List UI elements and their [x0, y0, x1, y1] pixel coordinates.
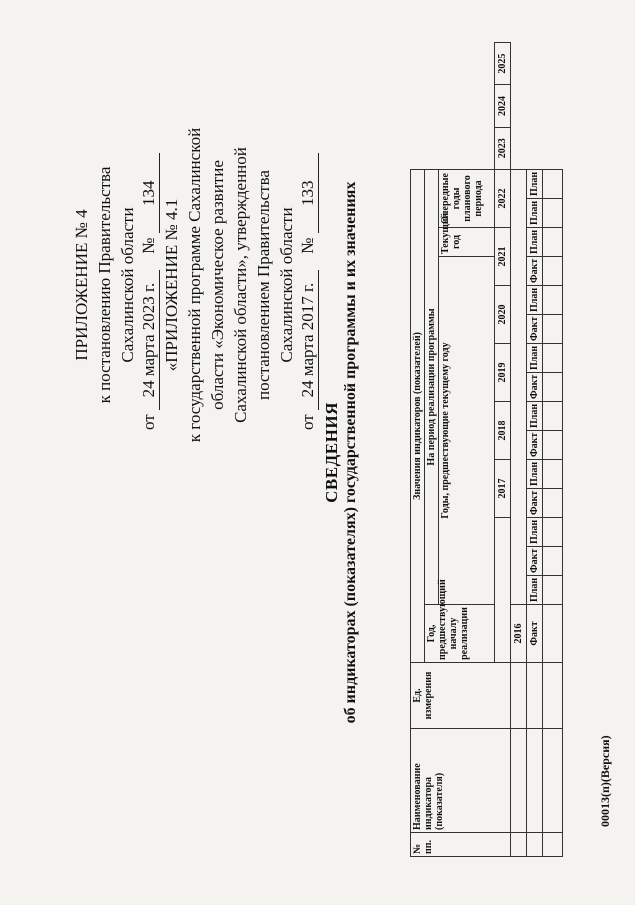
prior-appendix-num-label: № [298, 237, 317, 254]
indicators-table [410, 42, 563, 857]
year-2018-header: 2018 [495, 402, 511, 460]
prior-appendix-line3: Сахалинской области», утвержденной [231, 147, 250, 423]
plan-2025: План [527, 169, 543, 198]
footer-version: 00013(п)(Версия) [598, 735, 612, 827]
prior-appendix-date: 24 марта 2017 г. [298, 270, 319, 410]
appendix-line1: к постановлению Правительства [95, 166, 114, 404]
fact-2018: Факт [527, 489, 543, 518]
fact-2017: Факт [527, 547, 543, 576]
prev-years-header: Годы, предшествующие текущему году [439, 257, 495, 605]
fact-2019: Факт [527, 431, 543, 460]
appendix-number: 134 [139, 153, 160, 233]
year-2025-header: 2025 [495, 43, 511, 85]
plan-2018: План [527, 518, 543, 547]
appendix-title: ПРИЛОЖЕНИЕ № 4 [72, 209, 91, 361]
plan-2019: План [527, 460, 543, 489]
year-2016-header: 2016 [511, 605, 527, 663]
current-year-header: Текущий год [439, 228, 495, 257]
fact-2021: Факт [527, 315, 543, 344]
col-name-header: Наименование индикатора (показателя) [411, 729, 511, 833]
prior-appendix-number: 133 [298, 153, 319, 233]
appendix-block [70, 120, 160, 450]
period-group-header: На период реализации программы [425, 169, 439, 604]
prior-appendix-line5: Сахалинской области [277, 207, 296, 363]
plan-2024: План [527, 199, 543, 228]
appendix-date: 24 марта 2023 г. [139, 270, 160, 410]
prior-appendix-block [160, 120, 319, 450]
prior-appendix-line2: области «Экономическое развитие [208, 160, 227, 410]
prior-appendix-line4: постановлением Правительства [254, 170, 273, 400]
year-2017-header: 2017 [495, 460, 511, 518]
col-num-header: № пп. [411, 833, 511, 857]
base-year-header: Год, предшествующий началу реализации [425, 605, 495, 663]
fact-2016: Факт [527, 605, 543, 663]
plan-2023: План [527, 228, 543, 257]
plan-2020: План [527, 402, 543, 431]
appendix-line2: Сахалинской области [118, 207, 137, 363]
prior-appendix-date-line [298, 120, 319, 430]
prior-appendix-from-label: от [298, 414, 317, 430]
year-2020-header: 2020 [495, 286, 511, 344]
appendix-from-label: от [139, 414, 158, 430]
prior-appendix-line1: к государственной программе Сахалинской [185, 127, 204, 443]
year-2019-header: 2019 [495, 344, 511, 402]
year-2023-header: 2023 [495, 127, 511, 169]
year-2022-header: 2022 [495, 169, 511, 227]
year-2021-header: 2021 [495, 228, 511, 286]
document-subtitle: об индикаторах (показателях) государственной программы и их значениях [342, 181, 359, 724]
document-title: СВЕДЕНИЯ [322, 402, 341, 503]
appendix-date-line [139, 120, 160, 430]
plan-2021: План [527, 344, 543, 373]
fact-2022: Факт [527, 257, 543, 286]
prior-appendix-title: «ПРИЛОЖЕНИЕ № 4.1 [162, 198, 181, 372]
year-2024-header: 2024 [495, 85, 511, 127]
plan-2022: План [527, 286, 543, 315]
appendix-num-label: № [139, 237, 158, 254]
plan-2017: План [527, 576, 543, 605]
fact-2020: Факт [527, 373, 543, 402]
col-unit-header: Ед. измерения [411, 663, 511, 729]
values-group-header: Значения индикаторов (показателей) [411, 169, 425, 662]
plan-years-header: Очередные годы планового периода [439, 169, 495, 227]
